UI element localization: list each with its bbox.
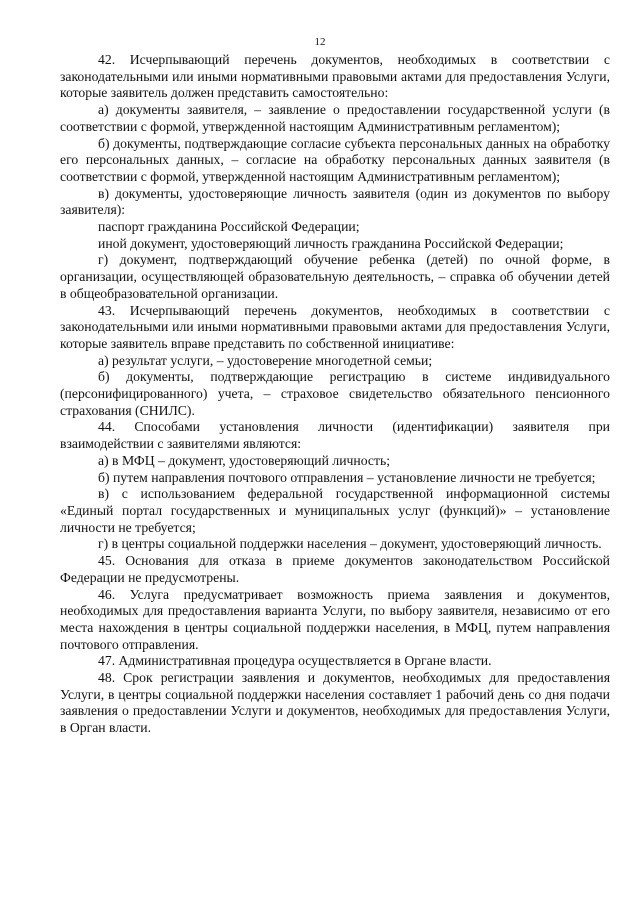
paragraph-45: 45. Основания для отказа в приеме документов законодательством Российской Федерации не предусмотрены. bbox=[60, 553, 610, 585]
paragraph-46: 46. Услуга предусматривает возможность приема заявления и документов, необходимых для предоставления варианта Услуги, по выбору заявителя, независимо от его места нахождения в центры социальной поддержки населения, в МФЦ, путем направления почтового отправления. bbox=[60, 586, 610, 652]
page-number: 12 bbox=[314, 36, 326, 48]
paragraph-42-a: а) документы заявителя, – заявление о предоставлении государственной услуги (в соответствии с формой, утвержденной настоящим Административным регламентом); bbox=[60, 102, 610, 134]
paragraph-44: 44. Способами установления личности (идентификации) заявителя при взаимодействии с заявителями являются: bbox=[60, 419, 610, 452]
paragraph-42: 42. Исчерпывающий перечень документов, необходимых в соответствии с законодательными или иными нормативными правовыми актами для предоставления Услуги, которые заявитель должен представить самостоятельно: bbox=[60, 52, 610, 101]
document-body bbox=[60, 52, 610, 737]
paragraph-42-v-other: иной документ, удостоверяющий личность гражданина Российской Федерации; bbox=[98, 235, 564, 251]
paragraph-42-b: б) документы, подтверждающие согласие субъекта персональных данных на обработку его персональных данных, – согласие на обработку персональных данных заявителя (в соответствии с формой, утвержденной настоящим Административным регламентом); bbox=[60, 135, 610, 184]
paragraph-42-g: г) документ, подтверждающий обучение ребенка (детей) по очной форме, в организации, осуществляющей образовательную деятельность, – справка об обучении детей в общеобразовательной организации. bbox=[60, 252, 610, 301]
paragraph-42-v: в) документы, удостоверяющие личность заявителя (один из документов по выбору заявителя): bbox=[60, 185, 610, 218]
paragraph-42-v-passport: паспорт гражданина Российской Федерации; bbox=[98, 219, 360, 235]
paragraph-48: 48. Срок регистрации заявления и документов, необходимых для предоставления Услуги, в центры социальной поддержки населения составляет 1 рабочий день со дня подачи заявления о предоставлении Услуги и документов, необходимых для предоставления Услуги, в Орган власти. bbox=[60, 670, 610, 736]
paragraph-43-a: а) результат услуги, – удостоверение многодетной семьи; bbox=[98, 352, 433, 368]
paragraph-47: 47. Административная процедура осуществляется в Органе власти. bbox=[98, 653, 492, 669]
paragraph-43-b: б) документы, подтверждающие регистрацию в системе индивидуального (персонифицированного) учета, – страховое свидетельство обязательного пенсионного страхования (СНИЛС). bbox=[60, 369, 610, 418]
paragraph-44-g: г) в центры социальной поддержки населения – документ, удостоверяющий личность. bbox=[98, 536, 602, 552]
paragraph-44-v: в) с использованием федеральной государственной информационной системы «Единый портал государственных и муниципальных услуг (функций)» – установление личности не требуется; bbox=[60, 486, 610, 535]
paragraph-43: 43. Исчерпывающий перечень документов, необходимых в соответствии с законодательными или иными нормативными правовыми актами для предоставления Услуги, которые заявитель вправе представить по собственной инициативе: bbox=[60, 302, 610, 351]
paragraph-44-b: б) путем направления почтового отправления – установление личности не требуется; bbox=[98, 469, 596, 485]
paragraph-44-a: а) в МФЦ – документ, удостоверяющий личность; bbox=[98, 452, 391, 468]
